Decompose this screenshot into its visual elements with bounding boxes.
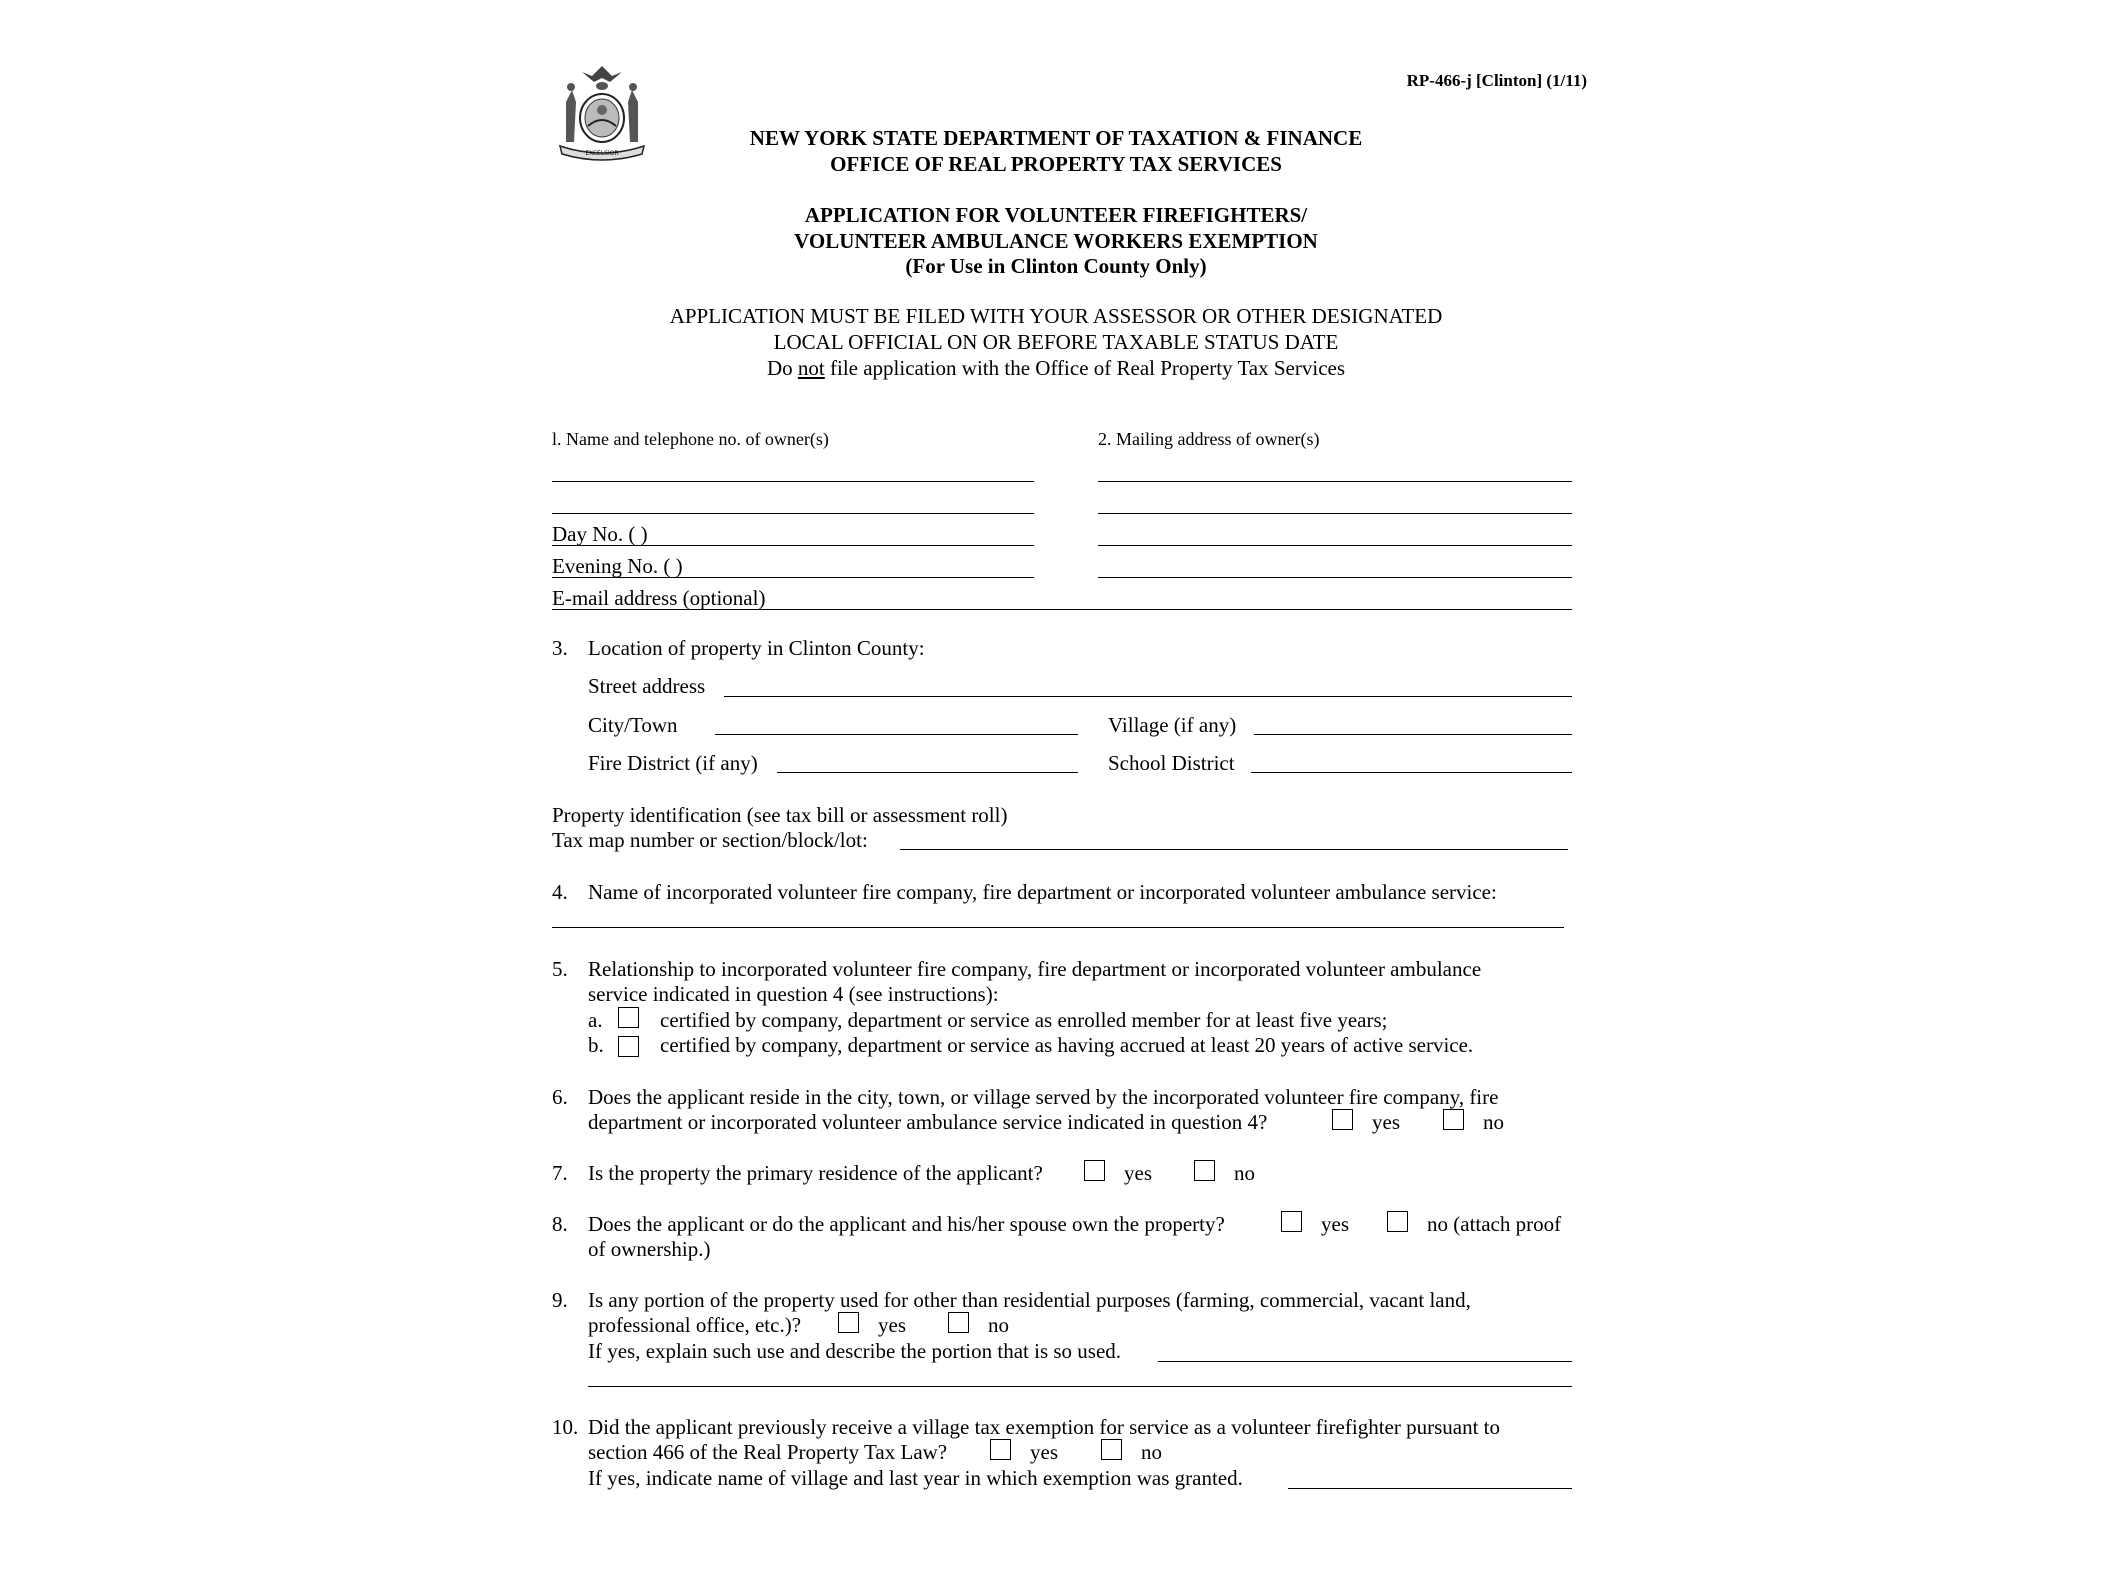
mailing-address-line-4[interactable] [1098,577,1572,578]
notice-line-1: APPLICATION MUST BE FILED WITH YOUR ASSESSOR OR OTHER DESIGNATED [669,304,1443,328]
city-town-label: City/Town [588,713,678,737]
q10-line-3: If yes, indicate name of village and last year in which exemption was granted. [588,1466,1243,1490]
q8-number: 8. [552,1212,568,1236]
q6-no-label: no [1483,1110,1504,1134]
q10-line-1: Did the applicant previously receive a village tax exemption for service as a volunteer firefighter pursuant to [588,1415,1500,1439]
village-field[interactable] [1254,734,1572,735]
q7-yes-label: yes [1124,1161,1152,1185]
owner-name-line-2[interactable] [552,513,1034,514]
q10-line-2: section 466 of the Real Property Tax Law? [588,1440,948,1464]
evening-phone-label: Evening No. ( ) [552,554,683,578]
q5b-text: certified by company, department or service as having accrued at least 20 years of active service. [660,1033,1474,1057]
q5b-checkbox[interactable] [618,1036,639,1057]
notice-emphasis: not [797,356,825,380]
email-field[interactable] [552,609,1572,610]
q6-line-1: Does the applicant reside in the city, town, or village served by the incorporated volunteer fire company, fire [588,1085,1499,1109]
q5a-letter: a. [588,1008,603,1032]
agency-line-1: NEW YORK STATE DEPARTMENT OF TAXATION & FINANCE [749,126,1363,150]
street-address-label: Street address [588,674,706,698]
title-line-3: (For Use in Clinton County Only) [905,254,1207,278]
q6-line-2: department or incorporated volunteer ambulance service indicated in question 4? [588,1110,1268,1134]
q9-line-3: If yes, explain such use and describe the portion that is so used. [588,1339,1122,1363]
mailing-address-line-3[interactable] [1098,545,1572,546]
q9-yes-checkbox[interactable] [838,1312,859,1333]
school-district-field[interactable] [1251,772,1572,773]
q10-number: 10. [552,1415,579,1439]
q9-yes-label: yes [878,1313,906,1337]
tax-map-field[interactable] [900,849,1568,850]
q9-no-checkbox[interactable] [948,1312,969,1333]
title-line-1: APPLICATION FOR VOLUNTEER FIREFIGHTERS/ [804,203,1308,227]
title-line-2: VOLUNTEER AMBULANCE WORKERS EXEMPTION [794,229,1318,253]
q9-line-2: professional office, etc.)? [588,1313,802,1337]
q8-text: Does the applicant or do the applicant and his/her spouse own the property? [588,1212,1225,1236]
mailing-address-line-1[interactable] [1098,481,1572,482]
village-label: Village (if any) [1108,713,1237,737]
q10-village-field[interactable] [1288,1488,1572,1489]
q1-label: l. Name and telephone no. of owner(s) [552,429,829,449]
q9-explain-field-1[interactable] [1158,1361,1572,1362]
notice-line-3: Do not file application with the Office of Real Property Tax Services [766,356,1346,380]
q9-number: 9. [552,1288,568,1312]
street-address-field[interactable] [724,696,1572,697]
q4-number: 4. [552,880,568,904]
q4-text: Name of incorporated volunteer fire company, fire department or incorporated volunteer ambulance service: [588,880,1497,904]
q7-number: 7. [552,1161,568,1185]
mailing-address-line-2[interactable] [1098,513,1572,514]
property-id-label: Property identification (see tax bill or assessment roll) [552,803,1008,827]
q7-no-checkbox[interactable] [1194,1160,1215,1181]
q3-label: Location of property in Clinton County: [588,636,925,660]
q2-label: 2. Mailing address of owner(s) [1098,429,1320,449]
q10-yes-label: yes [1030,1440,1058,1464]
q5-number: 5. [552,957,568,981]
q7-text: Is the property the primary residence of the applicant? [588,1161,1043,1185]
q5-line-2: service indicated in question 4 (see instructions): [588,982,999,1006]
q9-line-1: Is any portion of the property used for other than residential purposes (farming, commercial, vacant land, [588,1288,1471,1312]
day-phone-field[interactable] [552,545,1034,546]
q3-number: 3. [552,636,568,660]
q8-yes-label: yes [1321,1212,1349,1236]
q6-yes-checkbox[interactable] [1332,1109,1353,1130]
city-town-field[interactable] [715,734,1078,735]
fire-company-name-field[interactable] [552,927,1564,928]
q5a-checkbox[interactable] [618,1007,639,1028]
seal-motto: EXCELSIOR [585,150,619,157]
q5a-text: certified by company, department or service as enrolled member for at least five years; [660,1008,1388,1032]
q6-no-checkbox[interactable] [1443,1109,1464,1130]
day-phone-label: Day No. ( ) [552,522,648,546]
q8-no-label: no (attach proof [1427,1212,1562,1236]
q8-yes-checkbox[interactable] [1281,1211,1302,1232]
tax-map-label: Tax map number or section/block/lot: [552,828,868,852]
evening-phone-field[interactable] [552,577,1034,578]
q7-no-label: no [1234,1161,1255,1185]
notice-line-2: LOCAL OFFICIAL ON OR BEFORE TAXABLE STATUS DATE [773,330,1339,354]
q9-explain-field-2[interactable] [588,1386,1572,1387]
school-district-label: School District [1108,751,1235,775]
q7-yes-checkbox[interactable] [1084,1160,1105,1181]
q10-no-checkbox[interactable] [1101,1439,1122,1460]
q6-yes-label: yes [1372,1110,1400,1134]
owner-name-line-1[interactable] [552,481,1034,482]
form-code: RP-466-j [Clinton] (1/11) [1406,71,1587,90]
email-label: E-mail address (optional) [552,586,766,610]
agency-line-2: OFFICE OF REAL PROPERTY TAX SERVICES [830,152,1282,176]
q9-no-label: no [988,1313,1009,1337]
q10-yes-checkbox[interactable] [990,1439,1011,1460]
q8-line-2: of ownership.) [588,1237,711,1261]
q8-no-checkbox[interactable] [1387,1211,1408,1232]
q6-number: 6. [552,1085,568,1109]
q10-no-label: no [1141,1440,1162,1464]
fire-district-label: Fire District (if any) [588,751,758,775]
q5-line-1: Relationship to incorporated volunteer fire company, fire department or incorporated volunteer ambulance [588,957,1482,981]
fire-district-field[interactable] [777,772,1078,773]
q5b-letter: b. [588,1033,604,1057]
